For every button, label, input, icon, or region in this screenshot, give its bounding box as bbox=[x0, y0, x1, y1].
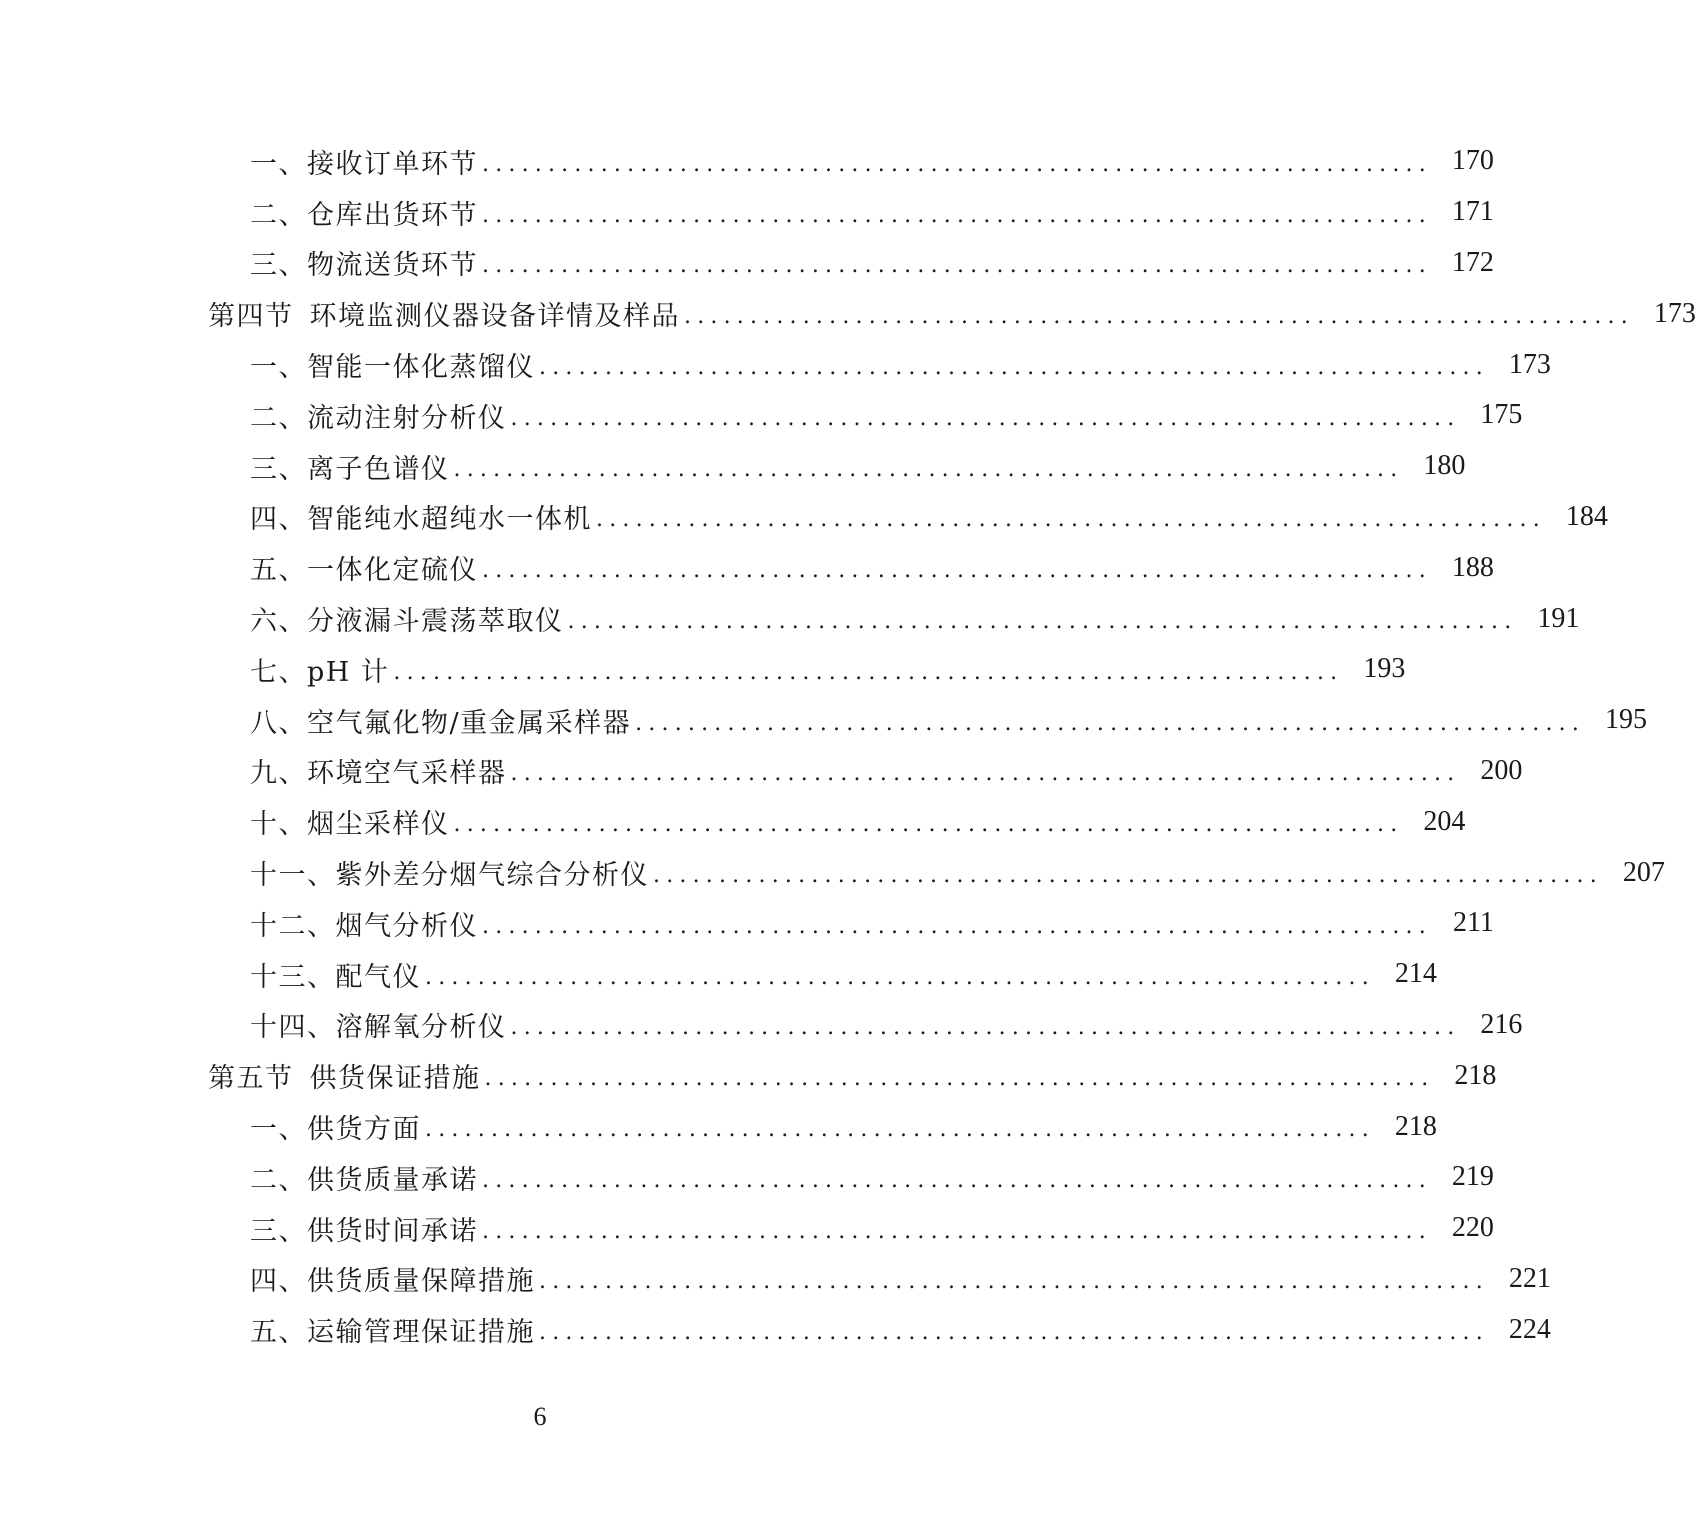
toc-entry[interactable] bbox=[0, 542, 1494, 593]
toc-entry[interactable] bbox=[0, 1304, 1551, 1355]
toc-entry[interactable] bbox=[0, 1101, 1437, 1152]
dot-leader: ........................................................................ bbox=[684, 304, 1634, 330]
toc-entry-title: 六、分液漏斗震荡萃取仪 bbox=[250, 599, 568, 638]
toc-entry-page: 207 bbox=[1622, 856, 1665, 888]
toc-entry-page: 173 bbox=[1508, 348, 1551, 380]
toc-entry-title: 四、供货质量保障措施 bbox=[250, 1259, 539, 1298]
toc-entry[interactable] bbox=[0, 644, 1406, 695]
toc-entry-page: 171 bbox=[1451, 196, 1494, 228]
toc-entry-page: 175 bbox=[1480, 399, 1523, 431]
toc-entry-page: 204 bbox=[1423, 805, 1466, 837]
toc-entry-title: 一、供货方面 bbox=[250, 1107, 425, 1146]
toc-entry-title: 三、物流送货环节 bbox=[250, 243, 482, 282]
toc-entry-page: 195 bbox=[1605, 704, 1648, 736]
toc-entry-title: 一、接收订单环节 bbox=[250, 142, 482, 181]
toc-entry-title: 十四、溶解氧分析仪 bbox=[250, 1005, 511, 1044]
toc-entry[interactable] bbox=[0, 695, 1648, 746]
page-number: 6 bbox=[533, 1402, 547, 1431]
dot-leader: ........................................................................ bbox=[482, 558, 1432, 584]
toc-entry[interactable] bbox=[0, 949, 1437, 1000]
toc-entry-title bbox=[208, 1056, 485, 1095]
dot-leader: ........................................................................ bbox=[425, 964, 1375, 990]
section-number: 第四节 bbox=[208, 301, 294, 333]
toc-entry[interactable] bbox=[0, 187, 1494, 238]
toc-entry[interactable] bbox=[0, 1203, 1494, 1254]
toc-entry[interactable] bbox=[0, 441, 1466, 492]
toc-entry-title: 十三、配气仪 bbox=[250, 955, 425, 994]
dot-leader: ........................................................................ bbox=[482, 202, 1432, 228]
toc-entry-page: 220 bbox=[1451, 1212, 1494, 1244]
toc-entry-page: 193 bbox=[1363, 653, 1406, 685]
dot-leader: ........................................................................ bbox=[510, 405, 1461, 431]
toc-entry-title: 九、环境空气采样器 bbox=[250, 751, 511, 790]
dot-leader: ........................................................................ bbox=[635, 710, 1586, 736]
toc-entry[interactable] bbox=[0, 492, 1608, 543]
toc-entry-title: 十、烟尘采样仪 bbox=[250, 802, 454, 841]
toc-entry-page: 180 bbox=[1423, 450, 1466, 482]
dot-leader: ........................................................................ bbox=[482, 151, 1432, 177]
dot-leader: ........................................................................ bbox=[567, 609, 1518, 635]
toc-entry[interactable] bbox=[0, 746, 1523, 797]
toc-entry-page: 216 bbox=[1480, 1008, 1523, 1040]
section-title: 环境监测仪器设备详情及样品 bbox=[309, 301, 680, 333]
dot-leader: ........................................................................ bbox=[539, 1269, 1489, 1295]
toc-section-entry[interactable] bbox=[0, 288, 1696, 339]
toc-entry-page: 170 bbox=[1451, 145, 1494, 177]
toc-entry-page: 218 bbox=[1454, 1059, 1497, 1091]
toc-entry-page: 184 bbox=[1565, 500, 1608, 532]
dot-leader: ........................................................................ bbox=[484, 1066, 1435, 1092]
toc-entry-page: 191 bbox=[1537, 602, 1580, 634]
section-number: 第五节 bbox=[208, 1063, 294, 1095]
toc-entry[interactable] bbox=[0, 898, 1494, 949]
dot-leader: ........................................................................ bbox=[539, 1320, 1489, 1346]
dot-leader: ........................................................................ bbox=[482, 1218, 1432, 1244]
toc-entry-page: 188 bbox=[1451, 551, 1494, 583]
toc-entry-title: 五、一体化定硫仪 bbox=[250, 548, 482, 587]
toc-entry-title: 三、供货时间承诺 bbox=[250, 1209, 482, 1248]
dot-leader: ........................................................................ bbox=[453, 456, 1404, 482]
table-of-contents bbox=[0, 136, 1696, 1355]
toc-entry[interactable] bbox=[0, 1152, 1494, 1203]
dot-leader: ........................................................................ bbox=[482, 1167, 1432, 1193]
toc-entry-page: 173 bbox=[1653, 297, 1696, 329]
toc-entry[interactable] bbox=[0, 339, 1551, 390]
toc-entry[interactable] bbox=[0, 796, 1466, 847]
toc-entry[interactable] bbox=[0, 238, 1494, 289]
toc-entry-title: 五、运输管理保证措施 bbox=[250, 1310, 539, 1349]
toc-entry-title: 二、供货质量承诺 bbox=[250, 1158, 482, 1197]
dot-leader: ........................................................................ bbox=[510, 761, 1461, 787]
toc-entry-title: 一、智能一体化蒸馏仪 bbox=[250, 345, 539, 384]
toc-entry[interactable] bbox=[0, 1254, 1551, 1305]
toc-entry-title: 十二、烟气分析仪 bbox=[250, 904, 482, 943]
toc-entry-page: 211 bbox=[1452, 907, 1494, 939]
dot-leader: ........................................................................ bbox=[653, 863, 1603, 889]
toc-entry-title: 二、流动注射分析仪 bbox=[250, 396, 511, 435]
toc-entry-page: 214 bbox=[1394, 958, 1437, 990]
toc-entry-title: 十一、紫外差分烟气综合分析仪 bbox=[250, 853, 653, 892]
dot-leader: ........................................................................ bbox=[482, 253, 1432, 279]
toc-entry[interactable] bbox=[0, 136, 1494, 187]
toc-entry-page: 219 bbox=[1451, 1161, 1494, 1193]
toc-entry-title: 四、智能纯水超纯水一体机 bbox=[250, 497, 596, 536]
toc-entry-title bbox=[208, 294, 684, 333]
toc-entry-page: 224 bbox=[1508, 1313, 1551, 1345]
toc-entry-title: 三、离子色谱仪 bbox=[250, 447, 454, 486]
dot-leader: ........................................................................ bbox=[596, 507, 1546, 533]
toc-entry[interactable] bbox=[0, 1000, 1523, 1051]
toc-entry[interactable] bbox=[0, 390, 1523, 441]
toc-entry-title: 二、仓库出货环节 bbox=[250, 193, 482, 232]
toc-entry-page: 221 bbox=[1508, 1262, 1551, 1294]
dot-leader: ........................................................................ bbox=[425, 1117, 1375, 1143]
dot-leader: ........................................................................ bbox=[482, 913, 1432, 939]
toc-section-entry[interactable] bbox=[0, 1050, 1497, 1101]
toc-entry-page: 218 bbox=[1394, 1110, 1437, 1142]
section-title: 供货保证措施 bbox=[309, 1063, 481, 1095]
dot-leader: ........................................................................ bbox=[453, 812, 1404, 838]
dot-leader: ........................................................................ bbox=[393, 659, 1344, 685]
toc-entry-title: 七、pH 计 bbox=[250, 650, 393, 689]
dot-leader: ........................................................................ bbox=[510, 1015, 1461, 1041]
dot-leader: ........................................................................ bbox=[539, 355, 1489, 381]
toc-entry-page: 200 bbox=[1480, 754, 1523, 786]
toc-entry[interactable] bbox=[0, 593, 1580, 644]
toc-entry-title: 八、空气氟化物/重金属采样器 bbox=[250, 701, 635, 740]
toc-entry-page: 172 bbox=[1451, 246, 1494, 278]
toc-entry[interactable] bbox=[0, 847, 1665, 898]
